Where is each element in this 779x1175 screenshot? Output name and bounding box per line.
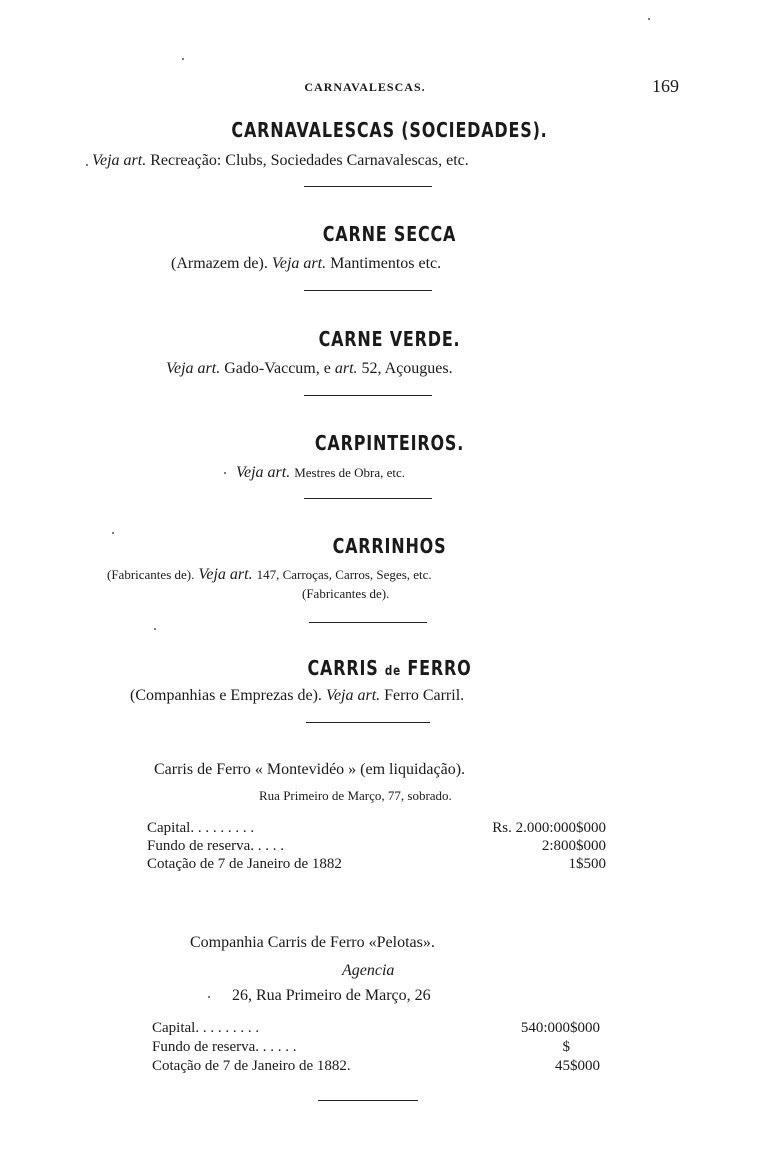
row-label: Cotação de 7 de Janeiro de 1882. bbox=[152, 1058, 351, 1074]
entry-carris-text bbox=[130, 687, 464, 705]
entry-carrinhos-line2: (Fabricantes de). bbox=[302, 586, 390, 601]
entry-carpinteiros-text bbox=[236, 464, 405, 482]
heading-carne-secca: CARNE SECCA bbox=[322, 222, 457, 246]
company-name: Carris de Ferro « Montevidéo » (em liquidação). bbox=[154, 761, 466, 778]
heading-carris-de-ferro bbox=[78, 656, 701, 680]
company-address: Rua Primeiro de Março, 77, sobrado. bbox=[259, 788, 452, 803]
heading-carpinteiros: CARPINTEIROS. bbox=[314, 431, 465, 455]
row-value: $ bbox=[562, 1039, 570, 1055]
divider bbox=[304, 290, 432, 291]
divider bbox=[318, 1100, 418, 1101]
row-label: Fundo de reserva. . . . . bbox=[147, 838, 285, 854]
entry-carne-secca-text bbox=[171, 255, 441, 273]
print-speck bbox=[648, 18, 650, 20]
entry-text: 52, Açougues. bbox=[361, 360, 453, 377]
row-value: 45$000 bbox=[555, 1058, 600, 1074]
row-label: Fundo de reserva. . . . . . bbox=[152, 1039, 297, 1055]
entry-carrinhos-text bbox=[107, 566, 432, 584]
page-number: 169 bbox=[652, 76, 679, 96]
veja-art: Veja art. bbox=[271, 255, 327, 272]
row-value: 540:000$000 bbox=[520, 1020, 600, 1036]
row-label: Capital. . . . . . . . . bbox=[147, 820, 255, 836]
divider bbox=[306, 722, 430, 723]
heading-carne-verde: CARNE VERDE. bbox=[318, 327, 461, 351]
row-label: Capital. . . . . . . . . bbox=[152, 1020, 260, 1036]
entry-prefix: (Armazem de). bbox=[171, 255, 268, 272]
entry-text: Recreação: Clubs, Sociedades Carnavalescas, etc. bbox=[150, 152, 469, 169]
running-title: CARNAVALESCAS. bbox=[304, 80, 426, 94]
entry-text: Gado-Vaccum, e bbox=[224, 360, 331, 377]
heading-part: de bbox=[384, 664, 402, 679]
divider bbox=[304, 395, 432, 396]
divider bbox=[304, 498, 432, 499]
company-agency: Agencia bbox=[342, 962, 395, 979]
print-speck bbox=[224, 472, 226, 474]
veja-art: Veja art. bbox=[198, 566, 253, 583]
divider bbox=[304, 186, 432, 187]
print-speck bbox=[86, 164, 88, 166]
heading-carnavalescas: CARNAVALESCAS (SOCIEDADES). bbox=[231, 118, 548, 142]
heading-part: CARRIS bbox=[307, 656, 379, 680]
veja-art: Veja art. bbox=[92, 152, 147, 169]
art-ref: art. bbox=[334, 360, 358, 377]
print-speck bbox=[208, 996, 210, 998]
row-value: Rs. 2.000:000$000 bbox=[492, 820, 606, 836]
divider bbox=[309, 622, 427, 623]
print-speck bbox=[154, 628, 156, 630]
veja-art: Veja art. bbox=[325, 687, 381, 704]
entry-carnavalescas-text bbox=[92, 152, 469, 170]
heading-part: FERRO bbox=[407, 656, 472, 680]
entry-carne-verde-text bbox=[166, 360, 453, 378]
entry-text: Ferro Carril. bbox=[384, 687, 465, 704]
entry-text: Mestres de Obra, etc. bbox=[294, 465, 406, 480]
entry-prefix: (Companhias e Emprezas de). bbox=[130, 687, 322, 704]
print-speck bbox=[182, 58, 184, 60]
heading-carrinhos: CARRINHOS bbox=[332, 534, 447, 558]
veja-art: Veja art. bbox=[236, 464, 291, 481]
row-value: 1$500 bbox=[568, 856, 606, 872]
entry-text: 147, Carroças, Carros, Seges, etc. bbox=[256, 567, 432, 582]
print-speck bbox=[112, 532, 114, 534]
company-name: Companhia Carris de Ferro «Pelotas». bbox=[190, 934, 435, 951]
row-value: 2:800$000 bbox=[541, 838, 606, 854]
row-label: Cotação de 7 de Janeiro de 1882 bbox=[147, 856, 342, 872]
entry-text: Mantimentos etc. bbox=[330, 255, 442, 272]
entry-prefix: (Fabricantes de). bbox=[107, 567, 195, 582]
company-address: 26, Rua Primeiro de Março, 26 bbox=[232, 987, 431, 1004]
veja-art: Veja art. bbox=[166, 360, 221, 377]
